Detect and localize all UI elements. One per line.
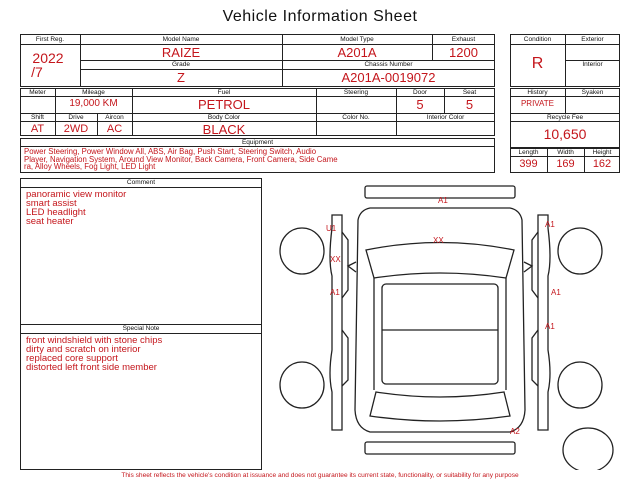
damage-rear: A2 — [510, 427, 520, 436]
syaken-label: Syaken — [581, 89, 604, 96]
damage-right-front-wheel: A1 — [545, 220, 555, 229]
comment-list — [26, 190, 126, 226]
steering-label: Steering — [343, 89, 369, 96]
comment-line: panoramic view monitor — [26, 189, 127, 200]
model-type-label: Model Type — [340, 36, 374, 43]
damage-front-left-wheel: U1 — [326, 224, 337, 233]
seat-value: 5 — [465, 97, 474, 112]
meter-label: Meter — [29, 89, 46, 96]
front-left-wheel — [280, 228, 324, 274]
damage-right-rear-door: A1 — [545, 322, 555, 331]
first-reg-label: First Reg. — [35, 36, 65, 43]
damage-left-front: XX — [330, 255, 341, 264]
rear-right-wheel — [558, 362, 602, 408]
special-note-line: replaced core support — [26, 353, 118, 364]
seat-label: Seat — [462, 89, 477, 96]
comment-line: LED headlight — [26, 207, 86, 218]
rear-window — [370, 392, 510, 421]
equipment-line: Player, Navigation System, Around View Monitor, Back Camera, Front Camera, Side Came — [24, 154, 338, 164]
color-no-label: Color No. — [342, 114, 370, 121]
disclaimer-footer: This sheet reflects the vehicle's condition at issuance and does not guarantee its current state, functionality, or suitability for any purpose — [121, 472, 519, 479]
first-reg-year: 2022 — [32, 50, 64, 66]
shift-label: Shift — [30, 114, 44, 121]
left-side-profile — [330, 215, 342, 430]
condition-label: Condition — [523, 36, 552, 43]
front-right-wheel — [558, 228, 602, 274]
length-label: Length — [518, 149, 539, 156]
spare-wheel — [563, 428, 613, 470]
special-note-line: front windshield with stone chips — [26, 335, 163, 346]
damage-front: A1 — [438, 196, 448, 205]
interior-color-label: Interior Color — [426, 114, 465, 121]
equipment-line: ra, Alloy Wheels, Fog Light, LED Light — [24, 162, 156, 172]
windshield — [366, 243, 514, 279]
length-value: 399 — [519, 158, 538, 170]
body-color-value: BLACK — [202, 122, 246, 137]
door-value: 5 — [416, 97, 424, 112]
first-reg-month: /7 — [31, 64, 43, 80]
height-value: 162 — [592, 158, 612, 170]
width-value: 169 — [556, 158, 575, 170]
exhaust-value: 1200 — [449, 45, 478, 60]
grade-value: Z — [177, 70, 185, 85]
history-value: PRIVATE — [520, 99, 555, 108]
recycle-fee-label: Recycle Fee — [546, 114, 584, 121]
special-note-line: distorted left front side member — [26, 362, 157, 373]
mileage-label: Mileage — [82, 89, 105, 96]
door-label: Door — [412, 89, 428, 96]
interior-label: Interior — [582, 61, 603, 68]
height-label: Height — [592, 149, 612, 156]
equipment-label: Equipment — [241, 139, 274, 146]
car-diagram — [270, 180, 620, 470]
damage-roof: XX — [433, 236, 444, 245]
recycle-fee-value: 10,650 — [543, 126, 587, 142]
chassis-number-value: A201A-0019072 — [341, 70, 436, 85]
equipment-list — [24, 148, 494, 171]
aircon-label: Aircon — [105, 114, 124, 121]
exhaust-label: Exhaust — [451, 36, 476, 43]
special-note-list — [26, 336, 162, 372]
model-name-value: RAIZE — [161, 45, 201, 60]
condition-value: R — [531, 55, 544, 72]
model-name-label: Model Name — [162, 36, 200, 43]
damage-right-door: A1 — [551, 288, 561, 297]
special-note-line: dirty and scratch on interior — [26, 344, 141, 355]
exterior-label: Exterior — [581, 36, 604, 43]
comment-line: smart assist — [26, 198, 77, 209]
shift-value: AT — [30, 123, 45, 135]
equipment-line: Power Steering, Power Window All, ABS, Air Bag, Push Start, Steering Switch, Audio — [24, 147, 317, 156]
drive-label: Drive — [68, 114, 84, 121]
grade-label: Grade — [171, 61, 191, 68]
roof — [382, 284, 498, 384]
chassis-number-label: Chassis Number — [364, 61, 413, 68]
rear-bumper — [365, 442, 515, 454]
model-type-value: A201A — [337, 45, 377, 60]
damage-left-door: A1 — [330, 288, 340, 297]
rear-left-wheel — [280, 362, 324, 408]
fuel-label: Fuel — [217, 89, 231, 96]
comment-label: Comment — [126, 179, 156, 186]
mileage-value: 19,000 KM — [69, 98, 118, 109]
special-note-label: Special Note — [122, 325, 160, 332]
fuel-value: PETROL — [197, 97, 250, 112]
width-label: Width — [557, 149, 574, 156]
history-label: History — [527, 89, 548, 96]
drive-value: 2WD — [63, 123, 89, 135]
comment-line: seat heater — [26, 216, 74, 227]
sheet-title: Vehicle Information Sheet — [222, 8, 418, 25]
body-color-label: Body Color — [207, 114, 241, 121]
aircon-value: AC — [106, 123, 123, 135]
